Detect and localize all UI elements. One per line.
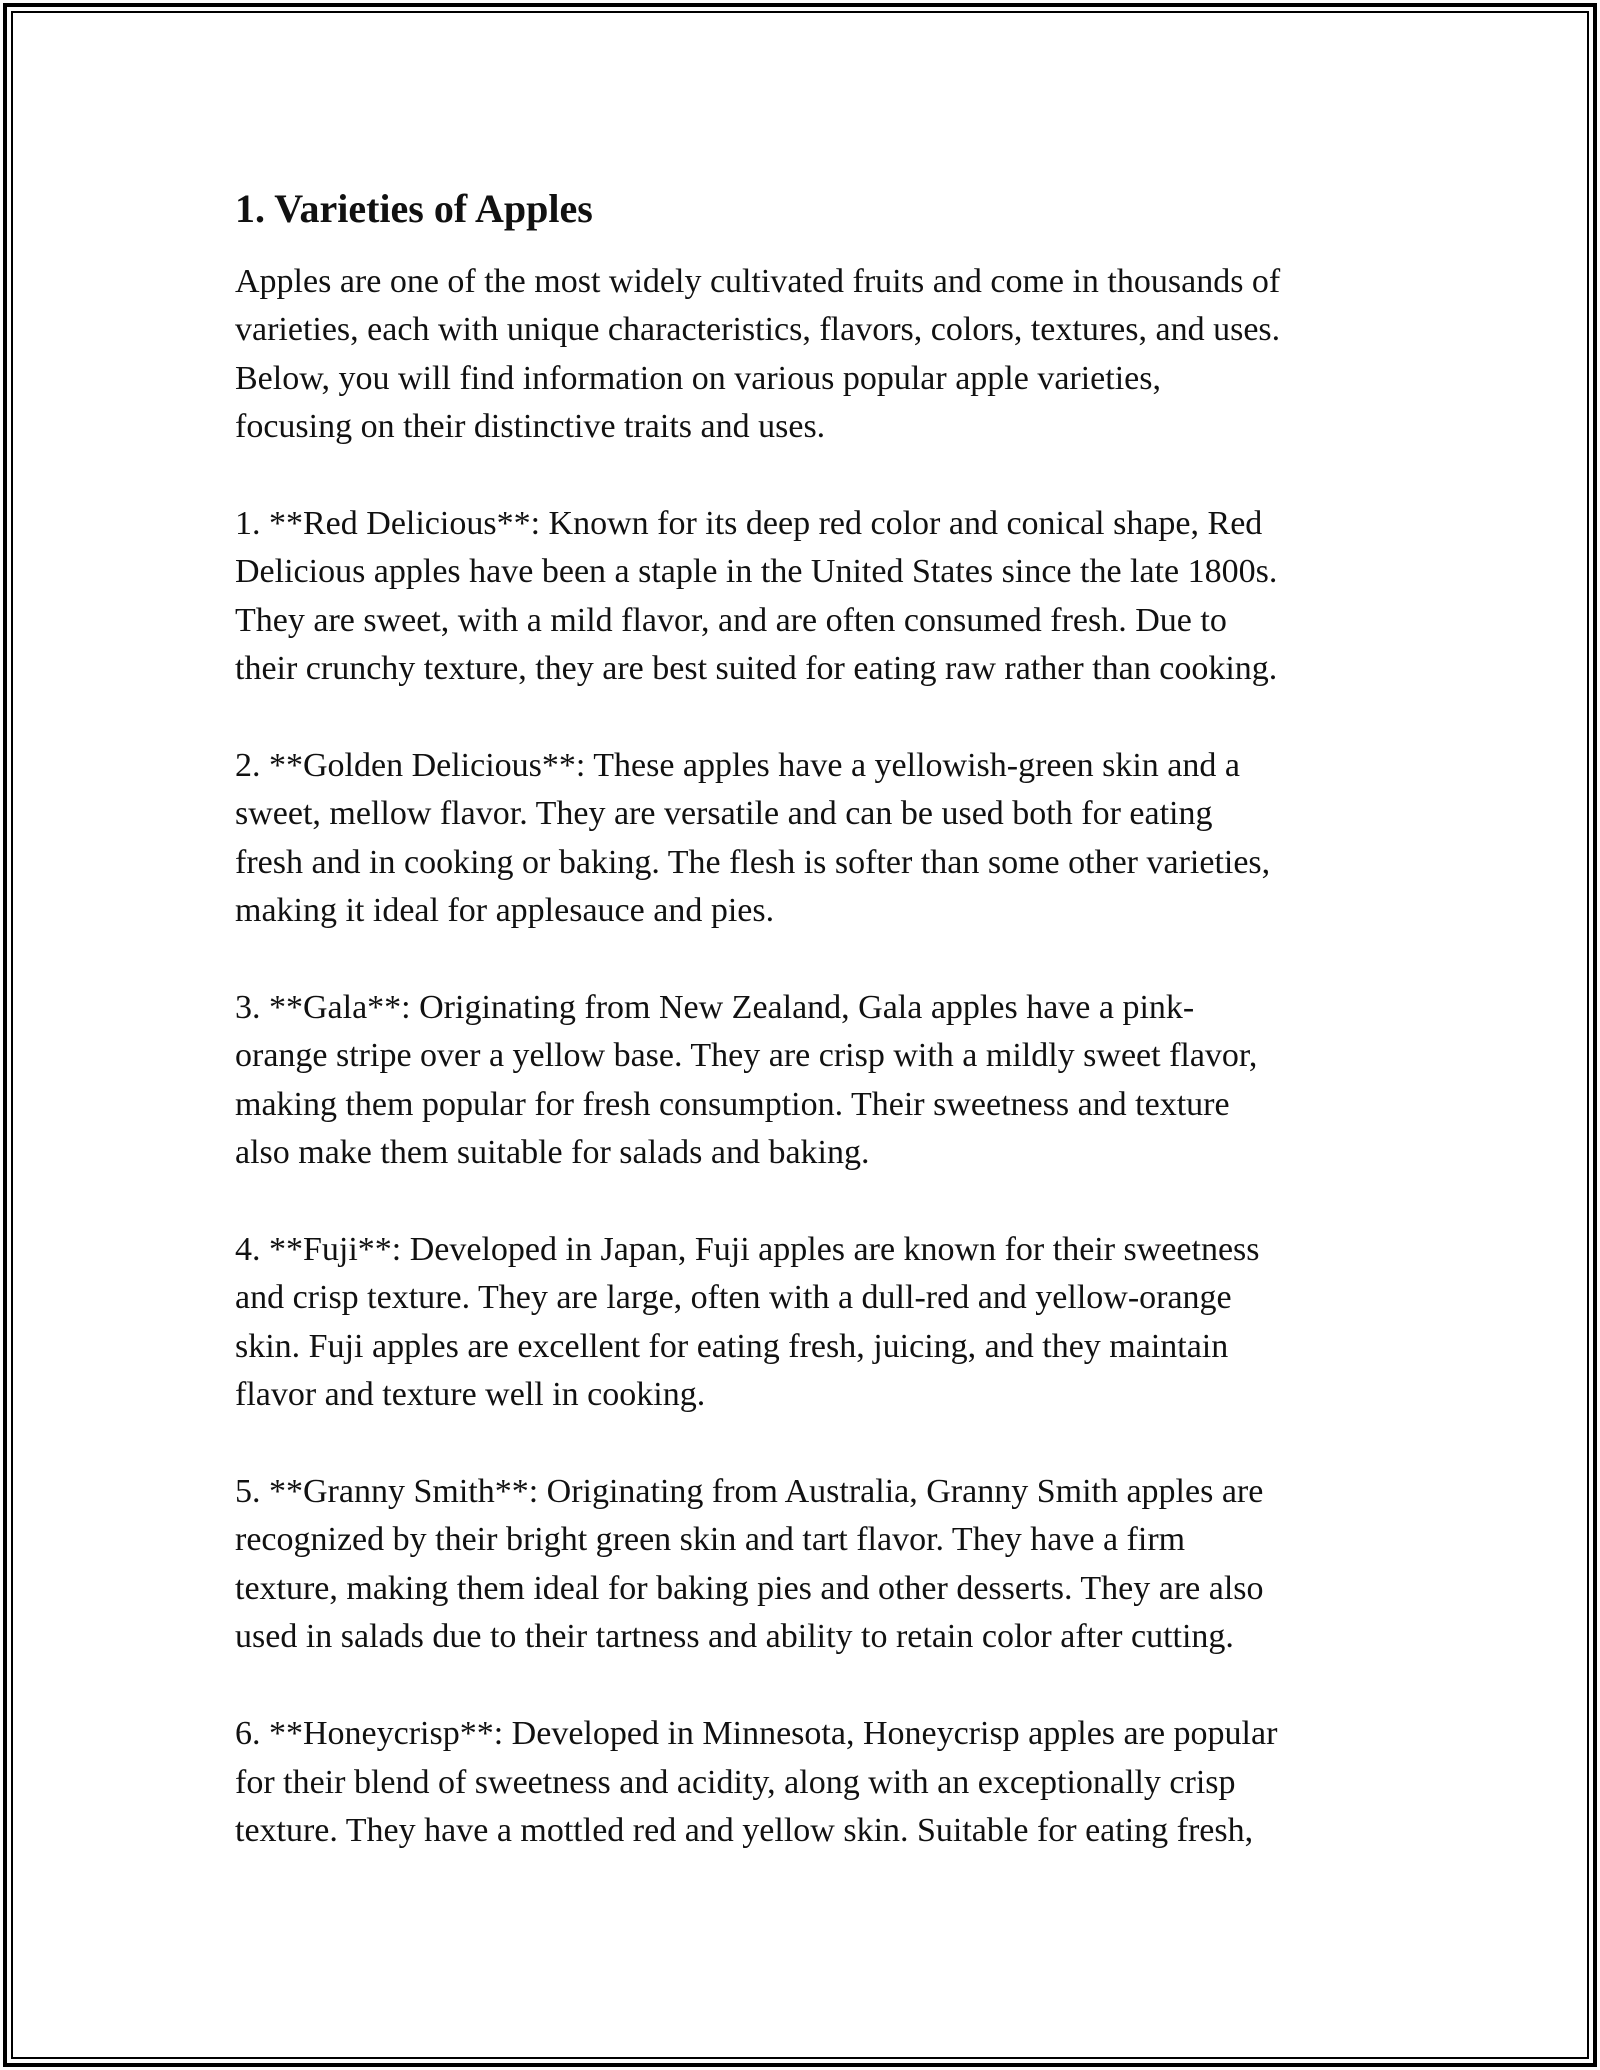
paragraph-line: 5. **Granny Smith**: Originating from Australia, Granny Smith apples are xyxy=(235,1473,1264,1511)
variety-granny-smith xyxy=(235,1468,1385,1662)
paragraph-line: for their blend of sweetness and acidity, along with an exceptionally crisp xyxy=(235,1763,1236,1801)
document-body xyxy=(235,184,1385,1904)
paragraph-line: their crunchy texture, they are best suited for eating raw rather than cooking. xyxy=(235,650,1278,688)
paragraph-line: focusing on their distinctive traits and uses. xyxy=(235,408,826,446)
paragraph-line: making them popular for fresh consumption. Their sweetness and texture xyxy=(235,1085,1230,1123)
paragraph-line: 3. **Gala**: Originating from New Zealand, Gala apples have a pink- xyxy=(235,989,1195,1027)
variety-gala xyxy=(235,984,1385,1178)
paragraph-line: orange stripe over a yellow base. They are crisp with a mildly sweet flavor, xyxy=(235,1037,1258,1075)
paragraph-line: 4. **Fuji**: Developed in Japan, Fuji apples are known for their sweetness xyxy=(235,1231,1260,1269)
paragraph-line: recognized by their bright green skin and tart flavor. They have a firm xyxy=(235,1521,1186,1559)
paragraph-line: also make them suitable for salads and baking. xyxy=(235,1134,870,1172)
paragraph-line: skin. Fuji apples are excellent for eating fresh, juicing, and they maintain xyxy=(235,1327,1229,1365)
paragraph-line: 6. **Honeycrisp**: Developed in Minnesota, Honeycrisp apples are popular xyxy=(235,1715,1278,1753)
paragraph-line: They are sweet, with a mild flavor, and are often consumed fresh. Due to xyxy=(235,601,1227,639)
paragraph-line: Delicious apples have been a staple in the United States since the late 1800s. xyxy=(235,553,1278,591)
paragraph-line: sweet, mellow flavor. They are versatile and can be used both for eating xyxy=(235,795,1213,833)
paragraph-line: 2. **Golden Delicious**: These apples have a yellowish-green skin and a xyxy=(235,747,1240,785)
paragraph-line: texture, making them ideal for baking pies and other desserts. They are also xyxy=(235,1569,1264,1607)
paragraph-line: texture. They have a mottled red and yellow skin. Suitable for eating fresh, xyxy=(235,1811,1254,1849)
intro-paragraph xyxy=(235,258,1385,452)
paragraph-line: Apples are one of the most widely cultivated fruits and come in thousands of xyxy=(235,263,1281,300)
variety-red-delicious xyxy=(235,500,1385,694)
variety-honeycrisp xyxy=(235,1710,1385,1855)
variety-fuji xyxy=(235,1226,1385,1420)
paragraph-line: 1. **Red Delicious**: Known for its deep red color and conical shape, Red xyxy=(235,505,1263,543)
paragraph-line: and crisp texture. They are large, often with a dull-red and yellow-orange xyxy=(235,1279,1232,1317)
paragraph-line: flavor and texture well in cooking. xyxy=(235,1376,706,1414)
paragraph-line: varieties, each with unique characteristics, flavors, colors, textures, and uses. xyxy=(235,311,1281,349)
section-heading: 1. Varieties of Apples xyxy=(235,186,593,231)
paragraph-line: making it ideal for applesauce and pies. xyxy=(235,892,775,930)
variety-golden-delicious xyxy=(235,742,1385,936)
paragraph-line: fresh and in cooking or baking. The flesh is softer than some other varieties, xyxy=(235,843,1271,881)
paragraph-line: Below, you will find information on various popular apple varieties, xyxy=(235,359,1161,397)
paragraph-line: used in salads due to their tartness and ability to retain color after cutting. xyxy=(235,1618,1234,1656)
